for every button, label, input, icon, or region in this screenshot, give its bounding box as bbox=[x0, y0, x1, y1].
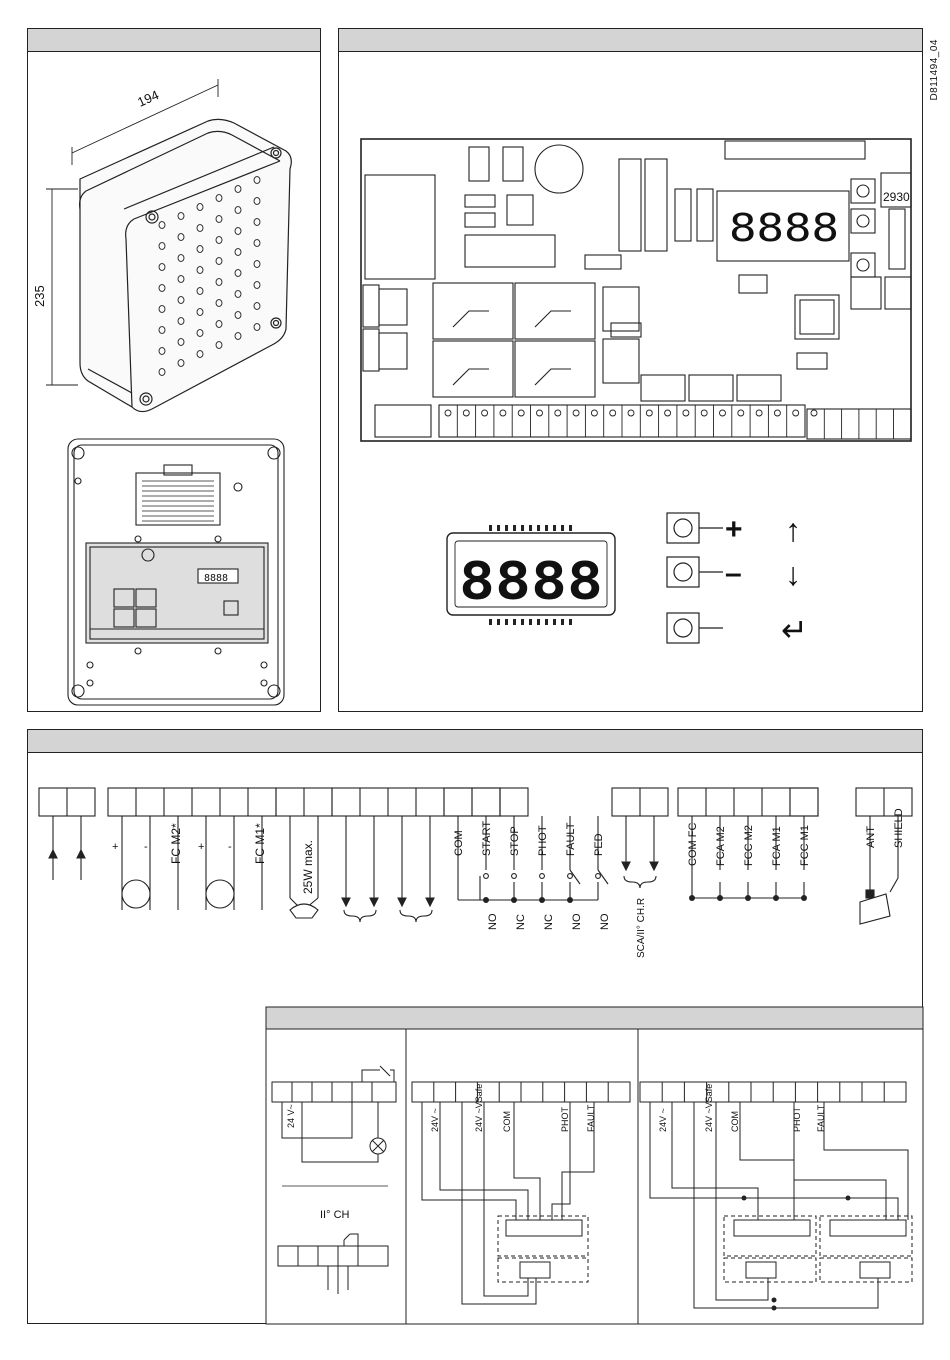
main-display-digits: 8888 bbox=[459, 552, 603, 612]
board-mini-display: 8888 bbox=[204, 573, 229, 584]
antenna-label-1: SHIELD bbox=[893, 808, 905, 848]
m2-plus-label: + bbox=[112, 841, 119, 853]
input-state-label-3: NO bbox=[571, 913, 583, 930]
open-enclosure bbox=[68, 439, 284, 705]
enter-arrow-icon: ↵ bbox=[781, 612, 808, 648]
input-label-1: START bbox=[481, 820, 493, 856]
input-state-label-2: NC bbox=[543, 914, 555, 930]
right-wire-label-3: PHOT bbox=[792, 1106, 802, 1132]
fc-m1-label: FC M1* bbox=[253, 823, 267, 864]
plus-button-symbol: + bbox=[725, 513, 743, 546]
board-jumper-label: 2930 bbox=[883, 190, 910, 204]
minus-button-symbol: – bbox=[725, 557, 742, 590]
wiring-panel bbox=[27, 729, 923, 1324]
board-panel bbox=[338, 28, 940, 712]
board-display-digits: 8888 bbox=[729, 206, 839, 250]
limit-label-2: FCC M2 bbox=[743, 825, 755, 866]
lamp-label: 25W max. bbox=[301, 839, 315, 894]
limit-label-3: FCA M1 bbox=[771, 826, 783, 866]
terminal-diagram bbox=[28, 730, 924, 1325]
mid-wire-label-0: 24V ~ bbox=[430, 1108, 440, 1132]
input-state-label-4: NO bbox=[599, 913, 611, 930]
input-label-4: FAULT bbox=[565, 822, 577, 856]
channel-label: SCA/II° CH.R bbox=[636, 897, 647, 958]
width-dimension: 194 bbox=[135, 87, 162, 110]
input-label-2: STOP bbox=[509, 826, 521, 856]
input-state-label-0: NO bbox=[487, 913, 499, 930]
right-wire-label-2: COM bbox=[730, 1111, 740, 1132]
antenna-label-0: ANT bbox=[865, 826, 877, 848]
right-wire-label-1: 24V ~VSafe bbox=[704, 1083, 714, 1132]
mid-wire-label-1: 24V ~VSafe bbox=[474, 1083, 484, 1132]
enclosure-panel bbox=[27, 28, 321, 712]
input-state-label-1: NC bbox=[515, 914, 527, 930]
height-dimension: 235 bbox=[32, 285, 47, 307]
input-label-3: PHOT bbox=[537, 825, 549, 856]
right-wire-label-4: FAULT bbox=[816, 1104, 826, 1132]
mid-wire-label-3: PHOT bbox=[560, 1106, 570, 1132]
wiring-subpanel-header bbox=[266, 1007, 923, 1029]
m1-plus-label: + bbox=[198, 841, 205, 853]
limit-label-0: COM FC bbox=[687, 822, 699, 866]
limit-label-1: FCA M2 bbox=[715, 826, 727, 866]
m2-minus-label: - bbox=[144, 841, 148, 853]
up-arrow-icon: ↑ bbox=[785, 512, 801, 548]
right-wire-label-0: 24V ~ bbox=[658, 1108, 668, 1132]
mid-wire-label-2: COM bbox=[502, 1111, 512, 1132]
second-channel-label: II° CH bbox=[320, 1209, 350, 1221]
input-label-5: PED bbox=[593, 833, 605, 856]
down-arrow-icon: ↓ bbox=[785, 556, 801, 592]
left-24v-label: 24 V~ bbox=[286, 1104, 296, 1128]
board-terminal-strip bbox=[439, 405, 894, 439]
mid-wire-label-4: FAULT bbox=[586, 1104, 596, 1132]
fc-m2-label: FC M2* bbox=[169, 823, 183, 864]
enclosure-drawing bbox=[28, 29, 322, 713]
input-label-0: COM bbox=[453, 830, 465, 856]
limit-label-4: FCC M1 bbox=[799, 825, 811, 866]
board-drawing bbox=[339, 29, 924, 713]
m1-minus-label: - bbox=[228, 841, 232, 853]
document-code: D811494_04 bbox=[929, 39, 940, 101]
